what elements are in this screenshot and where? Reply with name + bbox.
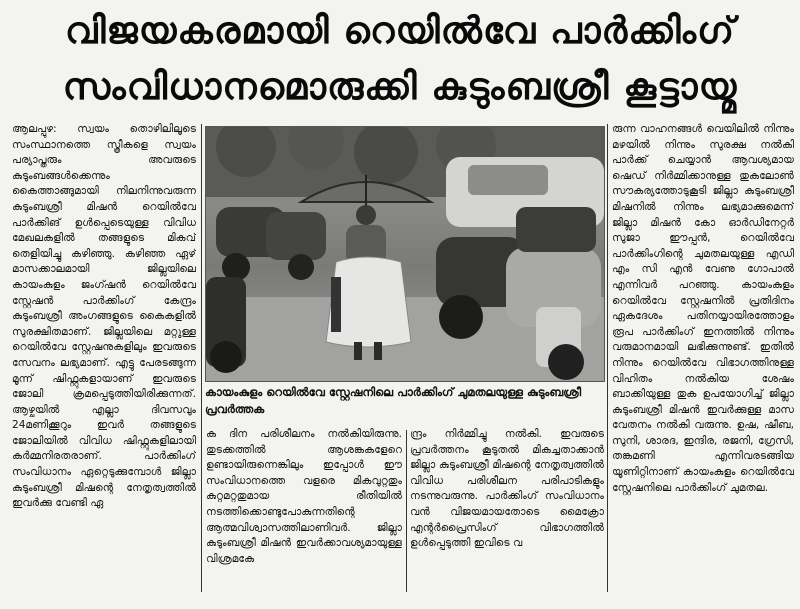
article-photo bbox=[205, 126, 605, 382]
headline-line-1: വിജയകരമായി റെയിൽവേ പാർക്കിംഗ് bbox=[64, 9, 736, 52]
article-text-col4: രുന്ന വാഹനങ്ങൾ വെയിലിൽ നിന്നും മഴയിൽ നിന്നും സുരക്ഷ നൽകി പാർക്ക് ചെയ്യാൻ ആവശ്യമായ ഷെഡ് നിർമ്മിക്കാനുള്ള തുകലോൺ സൗകര്യത്തോടുകൂടി ജില്ലാ കുടുംബശ്രീ മിഷനിൽ നിന്നും ലഭ്യമാക്കുമെന്ന് ജില്ലാ മിഷൻ കോ ഓർഡിനേറ്റർ സുജാ ഈപ്പൻ, റെയിൽവേ പാർക്കിംഗിന്റെ ചുമതലയുള്ള എഡി എം സി എൻ വേണു ഗോപാൽ എന്നിവർ പറഞ്ഞു. കായംകുളം റെയിൽവേ സ്റ്റേഷനിൽ പ്രതിദിനം ഏകദേശം പതിനയ്യായിരത്തോളം രൂപ പാർക്കിംഗ് ഇനത്തിൽ നിന്നും വരുമാനമായി ലഭിക്കുന്നുണ്ട്. ഇതിൽ നിന്നും റെയിൽവേ വിഭാഗത്തിനുള്ള വിഹിതം നൽകിയ ശേഷം ബാക്കിയുള്ള തുക ഉപയോഗിച്ച് ജില്ലാ കുടുംബശ്രീ മിഷൻ ഇവർക്കുള്ള മാസ വേതനം നൽകി വരുന്നു. ഉഷ, ഷീബ, സുനി, ശാരദ, ഇന്ദിര, രജനി, ഗ്രേസി, തങ്കമണി എന്നിവരടങ്ങിയ യൂണിറ്റിനാണ് കായംകുളം റെയിൽവേ സ്റ്റേഷനിലെ പാർക്കിംഗ് ചുമതല. bbox=[612, 123, 794, 494]
column-divider bbox=[406, 430, 407, 592]
column-divider bbox=[607, 124, 608, 592]
article-column-1 bbox=[12, 122, 196, 592]
article-column-4 bbox=[612, 122, 794, 592]
article-column-2 bbox=[206, 427, 402, 592]
article-text-col1: ആലപ്പുഴ: സ്വയം തൊഴിലിലൂടെ സംസ്ഥാനത്തെ സ്ത്രീകളെ സ്വയം പര്യാപ്തരും അവരുടെ കുടുംബങ്ങൾക്കെന്നും കൈത്താങ്ങുമായി നിലനിന്നുവരുന്ന കുടുംബശ്രീ മിഷൻ റെയിൽവേ പാർക്കിങ് ഉൾപ്പെടെയുള്ള വിവിധ മേഖലകളിൽ തങ്ങളുടെ മികവ് തെളിയിച്ചു കഴിഞ്ഞു. കഴിഞ്ഞ ഏഴ് മാസക്കാലമായി ജില്ലയിലെ കായംകുളം ജംഗ്ഷൻ റെയിൽവേ സ്റ്റേഷൻ പാർക്കിംഗ് കേന്ദ്രം കുടുംബശ്രീ അംഗങ്ങളുടെ കൈകളിൽ സുരക്ഷിതമാണ്. ജില്ലയിലെ മറ്റുള്ള റെയിൽവേ സ്റ്റേഷനുകളിലും ഇവരുടെ സേവനം ലഭ്യമാണ്. എട്ടു പേരടങ്ങുന്ന മൂന്ന് ഷിഫ്റ്റുകളായാണ് ഇവരുടെ ജോലി ക്രമപ്പെടുത്തിയിരിക്കുന്നത്. ആഴ്ചയിൽ എല്ലാ ദിവസവും 24മണിക്കൂറും ഇവർ തങ്ങളുടെ ജോലിയിൽ വിവിധ ഷിഫ്റ്റുകളിലായി കർമ്മനിരതരാണ്. പാർക്കിംഗ് സംവിധാനം ഏറ്റെടുക്കുമ്പോൾ ജില്ലാ കുടുംബശ്രീ മിഷന്റെ നേതൃത്വത്തിൽ ഇവർക്കു വേണ്ടി ഏ bbox=[12, 123, 196, 510]
article-text-col3: ന്ദ്രം നിർമ്മിച്ചു നൽകി. ഇവരുടെ പ്രവർത്തനം കൂടുതൽ മികച്ചതാക്കാൻ ജില്ലാ കുടുംബശ്രീ മിഷന്റെ നേതൃത്വത്തിൽ വിവിധ പരിശീലന പരിപാടികളും നടന്നുവരുന്നു. പാർക്കിംഗ് സംവിധാനം വൻ വിജയമായതോടെ മൈക്രോ എന്റർപ്രൈസിംഗ് വിഭാഗത്തിൽ ഉൾപ്പെടുത്തി ഇവിടെ വ bbox=[410, 428, 604, 550]
column-divider bbox=[201, 124, 202, 592]
headline-line-2: സംവിധാനമൊരുക്കി കുടുംബശ്രീ കൂട്ടായ്മ bbox=[62, 65, 738, 108]
parking-lot-photo-illustration bbox=[206, 127, 604, 381]
article-text-col2: ക ദിന പരിശീലനം നൽകിയിരുന്നു. തുടക്കത്തിൽ ആശങ്കകളേറെ ഉണ്ടായിരുന്നെങ്കിലും ഇപ്പോൾ ഈ സംവിധാനത്തെ വളരെ മികവുറ്റതും കുറ്റമറ്റതുമായ രീതിയിൽ നടത്തിക്കൊണ്ടുപോകുന്നതിന്റെ ആത്മവിശ്വാസത്തിലാണിവർ. ജില്ലാ കുടുംബശ്രീ മിഷൻ ഇവർക്കാവശ്യമായുള്ള വിശ്രമകേ bbox=[206, 428, 402, 565]
article-column-3 bbox=[410, 427, 604, 592]
photo-caption: കായംകുളം റെയിൽവേ സ്റ്റേഷനിലെ പാർക്കിംഗ് ചുമതലയുള്ള കുടുംബശ്രീ പ്രവർത്തക bbox=[205, 385, 582, 416]
